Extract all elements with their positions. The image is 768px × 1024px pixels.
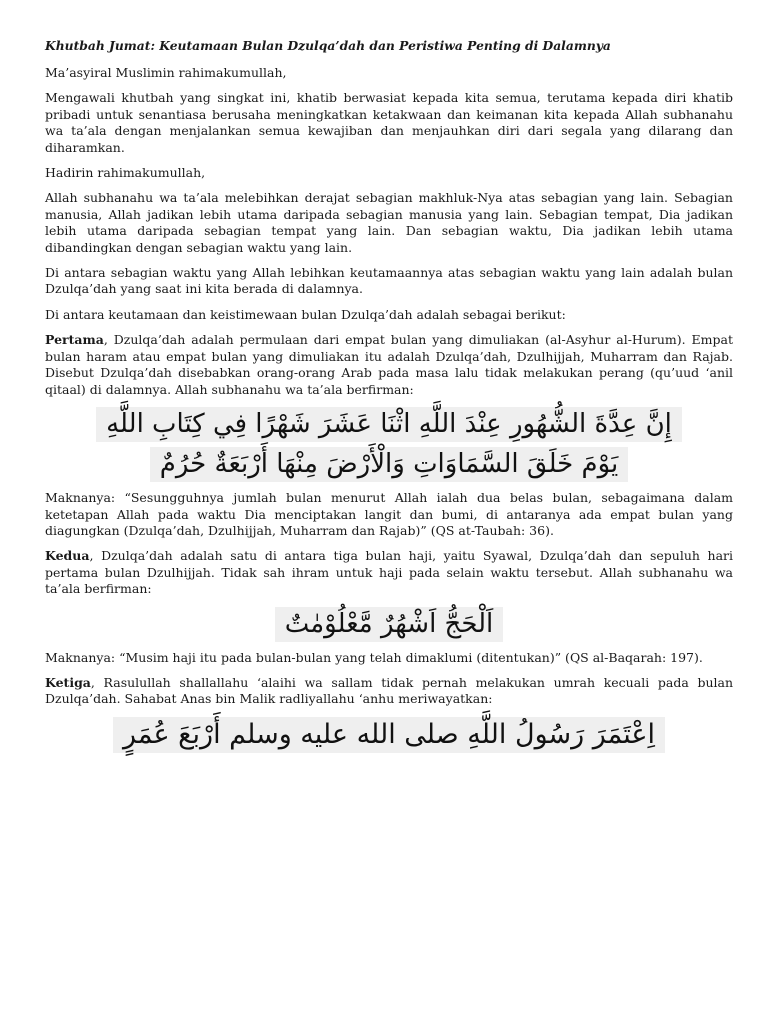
paragraph-virtue-intro: Allah subhanahu wa ta’ala melebihkan derajat sebagian makhluk-Nya atas sebagian yang lain. Sebagian manusia, Allah jadikan lebih utama daripada sebagian manusia yang lain. Sebagian tempat, Dia jadikan lebih utama daripada sebagian tempat yang lain. Dan sebagian waktu, Dia jadikan lebih utama dibandingkan dengan sebagian waktu yang lain. xyxy=(45,190,733,255)
label-pertama: Pertama xyxy=(45,332,104,348)
document-title: Khutbah Jumat: Keutamaan Bulan Dzulqa’dah dan Peristiwa Penting di Dalamnya xyxy=(45,38,611,53)
paragraph-ketiga xyxy=(45,675,733,708)
paragraph-list-intro: Di antara keutamaan dan keistimewaan bulan Dzulqa’dah adalah sebagai berikut: xyxy=(45,306,566,322)
paragraph-makna-2: Maknanya: “Musim haji itu pada bulan-bulan yang telah dimaklumi (ditentukan)” (QS al-Baqarah: 197). xyxy=(45,649,703,665)
text-ketiga: , Rasulullah shallallahu ‘alaihi wa sallam tidak pernah melakukan umrah kecuali pada bulan Dzulqa’dah. Sahabat Anas bin Malik radliyallahu ‘anhu meriwayatkan: xyxy=(45,675,733,707)
document-body xyxy=(45,38,733,758)
arabic-verse-3: اَلْحَجُّ اَشْهُرٌ مَّعْلُوْمٰتٌ xyxy=(275,607,504,642)
arabic-verse-2: يَوْمَ خَلَقَ السَّمَاوَاتِ وَالْأَرْضَ مِنْهَا أَرْبَعَةٌ حُرُمٌ xyxy=(150,447,629,482)
arabic-verse-1-wrap xyxy=(45,407,733,442)
arabic-verse-1: إِنَّ عِدَّةَ الشُّهُورِ عِنْدَ اللَّهِ اثْنَا عَشَرَ شَهْرًا فِي كِتَابِ اللَّهِ xyxy=(96,407,682,442)
paragraph-dzulqadah: Di antara sebagian waktu yang Allah lebihkan keutamaannya atas sebagian waktu yang lain adalah bulan Dzulqa’dah yang saat ini kita berada di dalamnya. xyxy=(45,265,733,297)
paragraph-opening: Mengawali khutbah yang singkat ini, khatib berwasiat kepada kita semua, terutama kepada diri khatib pribadi untuk senantiasa berusaha meningkatkan ketakwaan dan keimanan kita kepada Allah subhanahu wa ta’ala dengan menjalankan semua kewajiban dan menjauhkan diri dari segala yang dilarang dan diharamkan. xyxy=(45,90,733,155)
arabic-verse-2-wrap xyxy=(45,447,733,482)
arabic-hadith-wrap xyxy=(45,717,733,753)
arabic-hadith: اِعْتَمَرَ رَسُولُ اللَّهِ صلى الله عليه وسلم أَرْبَعَ عُمَرٍ xyxy=(113,717,665,753)
text-pertama: , Dzulqa’dah adalah permulaan dari empat bulan yang dimuliakan (al-Asyhur al-Hurum). Empat bulan haram atau empat bulan yang dimuliakan itu adalah Dzulqa’dah, Dzulhijjah, Muharram dan Rajab. Disebut Dzulqa’dah disebabkan orang-orang Arab pada masa lalu tidak melakukan perang (qu’uud ‘anil qitaal) di dalamnya. Allah subhanahu wa ta’ala berfirman: xyxy=(45,332,733,397)
label-kedua: Kedua xyxy=(45,548,90,564)
paragraph-makna-1: Maknanya: “Sesungguhnya jumlah bulan menurut Allah ialah dua belas bulan, sebagaimana dalam ketetapan Allah pada waktu Dia menciptakan langit dan bumi, di antaranya ada empat bulan yang diagungkan (Dzulqa’dah, Dzulhijjah, Muharram dan Rajab)” (QS at-Taubah: 36). xyxy=(45,490,733,538)
paragraph-pertama xyxy=(45,332,733,398)
label-ketiga: Ketiga xyxy=(45,675,91,691)
paragraph-kedua xyxy=(45,548,733,597)
paragraph-greeting-2: Hadirin rahimakumullah, xyxy=(45,165,206,181)
paragraph-greeting: Ma’asyiral Muslimin rahimakumullah, xyxy=(45,65,287,80)
text-kedua: , Dzulqa’dah adalah satu di antara tiga bulan haji, yaitu Syawal, Dzulqa’dah dan sepuluh hari pertama bulan Dzulhijjah. Tidak sah ihram untuk haji pada selain waktu tersebut. Allah subhanahu wa ta’ala berfirman: xyxy=(45,548,733,597)
arabic-verse-3-wrap xyxy=(45,607,733,642)
